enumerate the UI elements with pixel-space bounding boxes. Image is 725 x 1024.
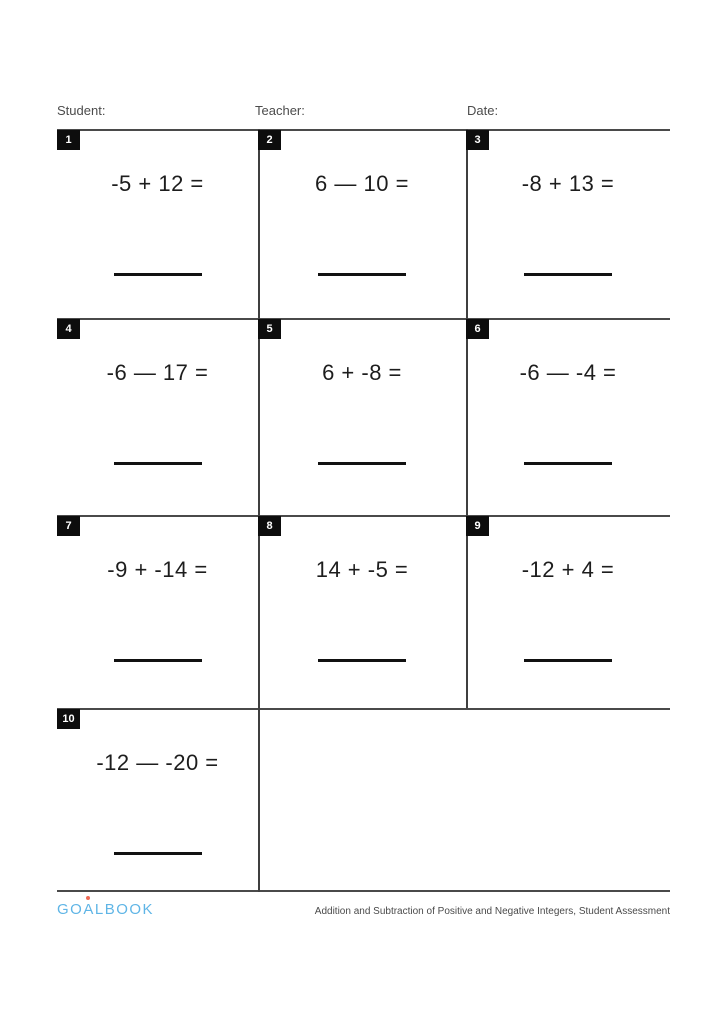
problem-3-expression: -8 + 13 = <box>521 171 615 196</box>
problem-8-number-badge: 8 <box>258 516 281 536</box>
problem-4-answer-blank <box>114 462 202 465</box>
date-label: Date: <box>467 103 499 118</box>
problem-cell-5 <box>258 318 466 515</box>
problem-7-number-badge: 7 <box>57 516 80 536</box>
problem-6-answer-blank <box>524 462 612 465</box>
problem-cell-3 <box>466 129 670 318</box>
worksheet-title: Addition and Subtraction of Positive and Negative Integers, Student Assessment <box>314 906 670 917</box>
teacher-label: Teacher: <box>255 103 305 118</box>
problem-7-answer-blank <box>114 659 202 662</box>
problem-8-answer-blank <box>318 659 406 662</box>
problem-5-expression: 6 + -8 = <box>322 360 402 385</box>
problem-1-answer-blank <box>114 273 202 276</box>
problem-cell-8 <box>258 515 466 708</box>
problem-3-number-badge: 3 <box>466 130 489 150</box>
problem-2-expression: 6 — 10 = <box>315 171 409 196</box>
problem-3-answer-blank <box>524 273 612 276</box>
grid-line-horizontal-bottom <box>57 890 670 892</box>
problem-cell-4 <box>57 318 258 515</box>
logo-letter-a-glyph: A <box>83 901 95 918</box>
problem-cell-1 <box>57 129 258 318</box>
goalbook-logo <box>57 901 154 918</box>
logo-dot-icon <box>86 896 90 900</box>
problem-cell-6 <box>466 318 670 515</box>
logo-letter-a <box>83 901 95 918</box>
problem-cell-7 <box>57 515 258 708</box>
problem-4-expression: -6 — 17 = <box>106 360 209 385</box>
problem-cell-9 <box>466 515 670 708</box>
problem-9-expression: -12 + 4 = <box>521 557 615 582</box>
problem-9-answer-blank <box>524 659 612 662</box>
student-label: Student: <box>57 103 106 118</box>
problem-cell-10 <box>57 708 258 890</box>
problem-9-number-badge: 9 <box>466 516 489 536</box>
logo-text-go: GO <box>57 901 84 918</box>
problem-10-expression: -12 — -20 = <box>96 750 219 775</box>
problem-6-expression: -6 — -4 = <box>519 360 617 385</box>
problem-2-number-badge: 2 <box>258 130 281 150</box>
problem-4-number-badge: 4 <box>57 319 80 339</box>
problem-1-number-badge: 1 <box>57 130 80 150</box>
problem-1-expression: -5 + 12 = <box>111 171 204 196</box>
problem-10-number-badge: 10 <box>57 709 80 729</box>
problem-5-answer-blank <box>318 462 406 465</box>
problems-grid <box>57 129 670 892</box>
problem-8-expression: 14 + -5 = <box>315 557 409 582</box>
logo-text-lbook: LBOOK <box>94 901 155 918</box>
problem-cell-2 <box>258 129 466 318</box>
problem-2-answer-blank <box>318 273 406 276</box>
problem-10-answer-blank <box>114 852 202 855</box>
problem-6-number-badge: 6 <box>466 319 489 339</box>
problem-7-expression: -9 + -14 = <box>107 557 208 582</box>
problem-5-number-badge: 5 <box>258 319 281 339</box>
